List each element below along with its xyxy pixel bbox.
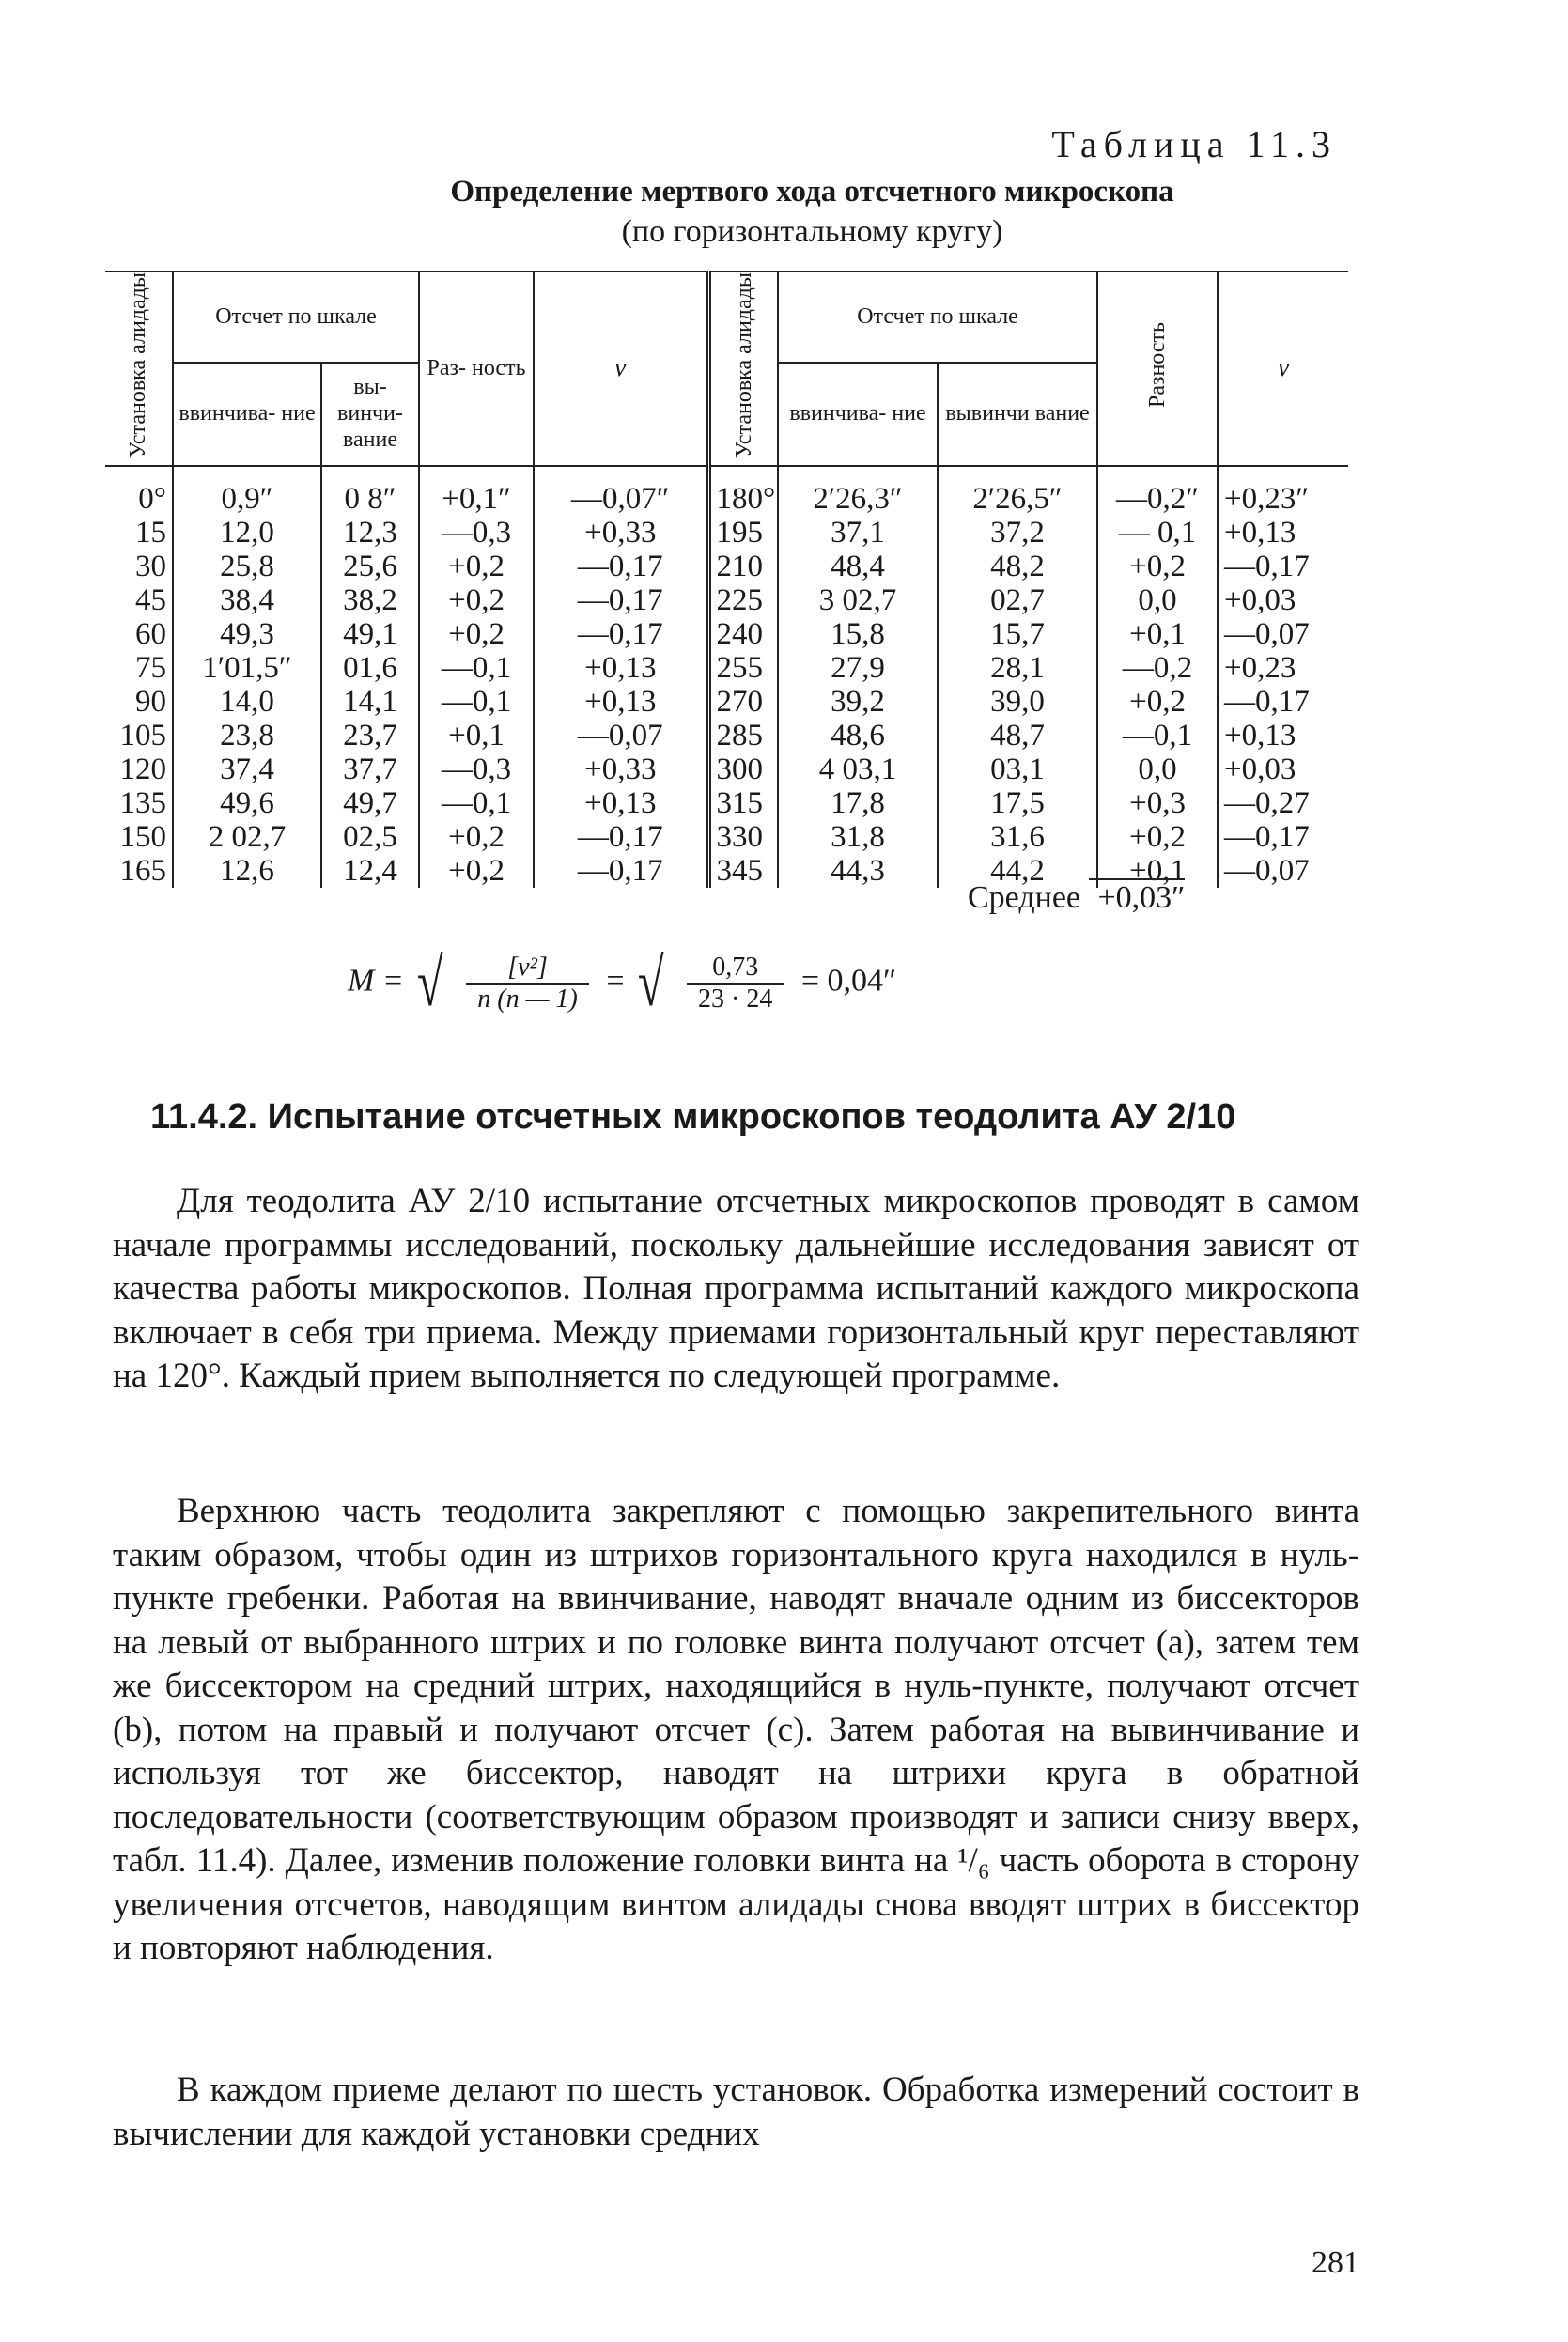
cell-left-v: —0,07 xyxy=(534,719,708,752)
cell-right-a: 315 xyxy=(708,786,778,820)
cell-left-diff: —0,1 xyxy=(419,651,534,685)
cell-left-diff: +0,1 xyxy=(419,719,534,752)
cell-right-diff: +0,2 xyxy=(1097,685,1218,719)
header-difference-right: Разность xyxy=(1097,271,1218,466)
header-screw-in-right: ввинчива- ние xyxy=(778,363,938,466)
table-row xyxy=(105,550,1348,583)
header-reading-group-right: Отсчет по шкале xyxy=(778,271,1097,363)
average-label: Среднее xyxy=(968,880,1080,915)
cell-left-diff: +0,2 xyxy=(419,550,534,583)
header-v: v xyxy=(534,271,708,466)
cell-left-out: 37,7 xyxy=(321,752,419,786)
cell-right-out: 48,7 xyxy=(938,719,1097,752)
cell-right-diff: 0,0 xyxy=(1097,752,1218,786)
cell-left-out: 49,7 xyxy=(321,786,419,820)
cell-left-v: —0,07″ xyxy=(534,466,708,516)
cell-left-a: 60 xyxy=(105,617,173,651)
cell-right-v: +0,13 xyxy=(1224,515,1296,550)
cell-right-diff: —0,1 xyxy=(1097,719,1218,752)
formula-result: = 0,04″ xyxy=(800,963,897,999)
header-v-right: v xyxy=(1218,271,1348,466)
cell-left-in: 38,4 xyxy=(173,583,321,617)
cell-left-diff: +0,2 xyxy=(419,854,534,888)
paragraph: Верхнюю часть теодолита закрепляют с помощью закрепительного винта таким образом, чтобы один из штрихов горизонтального круга находился в нуль-пункте гребенки. Работая на ввинчивание, наводят вначале одним из биссекторов на левый от выбранного штрих и по головке винта получают отсчет (a), затем тем же биссектором на средний штрих, находящийся в нуль-пункте, получают отсчет (b), потом на правый и получают отсчет (c). Затем работая на вывинчивание и используя тот же биссектор, наводят на штрихи круга в обратной последовательности (соответствующим образом производят и записи снизу вверх, табл. 11.4). Далее, изменив положение головки винта на ¹/₆ часть оборота в сторону увеличения отсчетов, наводящим винтом алидады снова вводят штрих в биссектор и повторяют наблюдения. xyxy=(113,1492,1359,1967)
cell-right-a: 285 xyxy=(708,719,778,752)
cell-right-out: 02,7 xyxy=(938,583,1097,617)
table-row xyxy=(105,719,1348,752)
cell-right-out: 39,0 xyxy=(938,685,1097,719)
cell-right-v: +0,23″ xyxy=(1224,481,1310,516)
cell-right-diff: —0,2″ xyxy=(1097,466,1218,516)
cell-right-a: 270 xyxy=(708,685,778,719)
cell-left-a: 150 xyxy=(105,820,173,854)
sqrt-icon: √ xyxy=(637,945,664,1020)
cell-right-in: 15,8 xyxy=(778,617,938,651)
table-row xyxy=(105,617,1348,651)
cell-left-a: 165 xyxy=(105,854,173,888)
cell-left-v: +0,13 xyxy=(534,651,708,685)
cell-right-v: —0,17 xyxy=(1224,819,1310,854)
cell-left-out: 0 8″ xyxy=(321,466,419,516)
table-label: Таблица 11.3 xyxy=(1051,123,1337,165)
cell-right-a: 180° xyxy=(708,466,778,516)
cell-left-in: 12,0 xyxy=(173,516,321,550)
sqrt-icon: √ xyxy=(417,945,443,1020)
cell-right-in: 3 02,7 xyxy=(778,583,938,617)
table-row xyxy=(105,583,1348,617)
formula-numerator-2: 0,73 xyxy=(687,953,784,985)
cell-right-a: 345 xyxy=(708,854,778,888)
paragraph: Для теодолита АУ 2/10 испытание отсчетных микроскопов проводят в самом начале программы исследований, поскольку дальнейшие исследования зависят от качества работы микроскопов. Полная программа испытаний каждого микроскопа включает в себя три приема. Между приемами горизонтальный круг переставляют на 120°. Каждый прием выполняется по следующей программе. xyxy=(113,1182,1359,1395)
cell-left-in: 49,6 xyxy=(173,786,321,820)
cell-left-diff: +0,1″ xyxy=(419,466,534,516)
cell-left-v: —0,17 xyxy=(534,583,708,617)
cell-right-in: 27,9 xyxy=(778,651,938,685)
cell-left-out: 23,7 xyxy=(321,719,419,752)
cell-right-v: +0,03 xyxy=(1224,752,1296,786)
cell-left-v: +0,13 xyxy=(534,685,708,719)
rms-formula xyxy=(348,944,896,1022)
cell-left-a: 90 xyxy=(105,685,173,719)
cell-left-a: 45 xyxy=(105,583,173,617)
cell-right-diff: —0,2 xyxy=(1097,651,1218,685)
cell-left-a: 15 xyxy=(105,516,173,550)
table-row xyxy=(105,820,1348,854)
cell-left-out: 02,5 xyxy=(321,820,419,854)
cell-left-in: 25,8 xyxy=(173,550,321,583)
table-title: Определение мертвого хода отсчетного микроскопа xyxy=(450,175,1174,209)
cell-right-a: 255 xyxy=(708,651,778,685)
cell-left-out: 12,3 xyxy=(321,516,419,550)
cell-left-out: 25,6 xyxy=(321,550,419,583)
cell-right-out: 31,6 xyxy=(938,820,1097,854)
table-row xyxy=(105,786,1348,820)
cell-right-in: 17,8 xyxy=(778,786,938,820)
cell-left-a: 105 xyxy=(105,719,173,752)
cell-right-diff: 0,0 xyxy=(1097,583,1218,617)
cell-right-out: 44,2 xyxy=(938,854,1097,888)
cell-left-out: 38,2 xyxy=(321,583,419,617)
header-row-top xyxy=(105,271,1348,363)
cell-left-in: 1′01,5″ xyxy=(173,651,321,685)
table-row xyxy=(105,466,1348,516)
cell-left-in: 49,3 xyxy=(173,617,321,651)
cell-right-v: +0,13 xyxy=(1224,718,1296,752)
cell-left-v: —0,17 xyxy=(534,820,708,854)
cell-left-a: 0° xyxy=(105,466,173,516)
cell-left-out: 01,6 xyxy=(321,651,419,685)
cell-right-out: 15,7 xyxy=(938,617,1097,651)
cell-left-diff: +0,2 xyxy=(419,617,534,651)
cell-right-out: 48,2 xyxy=(938,550,1097,583)
cell-left-diff: +0,2 xyxy=(419,583,534,617)
cell-left-in: 23,8 xyxy=(173,719,321,752)
cell-right-in: 48,6 xyxy=(778,719,938,752)
average-value: +0,03″ xyxy=(1089,878,1186,915)
header-screw-out-right: вывинчи вание xyxy=(938,363,1097,466)
cell-right-in: 48,4 xyxy=(778,550,938,583)
cell-right-out: 2′26,5″ xyxy=(938,466,1097,516)
cell-left-v: —0,17 xyxy=(534,854,708,888)
cell-right-diff: — 0,1 xyxy=(1097,516,1218,550)
table-row xyxy=(105,516,1348,550)
formula-numerator-1: [v²] xyxy=(466,953,589,985)
paragraph: В каждом приеме делают по шесть установок. Обработка измерений состоит в вычислении для каждой установки средних xyxy=(113,2071,1359,2153)
header-screw-out: вы- винчи- вание xyxy=(321,363,419,466)
cell-left-in: 0,9″ xyxy=(173,466,321,516)
cell-right-in: 4 03,1 xyxy=(778,752,938,786)
cell-right-v: +0,23 xyxy=(1224,650,1296,685)
formula-fraction-1 xyxy=(466,953,589,1015)
cell-left-a: 120 xyxy=(105,752,173,786)
cell-right-out: 03,1 xyxy=(938,752,1097,786)
header-screw-in: ввинчива- ние xyxy=(173,363,321,466)
cell-right-diff: +0,2 xyxy=(1097,820,1218,854)
section-heading: 11.4.2. Испытание отсчетных микроскопов теодолита АУ 2/10 xyxy=(150,1097,1236,1137)
cell-right-v: —0,17 xyxy=(1224,549,1310,583)
cell-right-a: 330 xyxy=(708,820,778,854)
average-row xyxy=(968,880,1185,916)
measurement-table xyxy=(105,271,1348,888)
cell-left-diff: —0,3 xyxy=(419,516,534,550)
cell-right-v: —0,07 xyxy=(1224,616,1310,651)
formula-fraction-2 xyxy=(687,953,784,1015)
cell-left-a: 30 xyxy=(105,550,173,583)
cell-left-diff: —0,3 xyxy=(419,752,534,786)
table-subtitle: (по горизонтальному кругу) xyxy=(621,214,1003,249)
header-alidade-right: Установка алидады xyxy=(708,271,778,466)
cell-left-in: 2 02,7 xyxy=(173,820,321,854)
cell-right-diff: +0,1 xyxy=(1097,617,1218,651)
formula-denominator-2: 23 · 24 xyxy=(698,984,773,1014)
cell-left-in: 37,4 xyxy=(173,752,321,786)
cell-left-out: 12,4 xyxy=(321,854,419,888)
cell-right-out: 17,5 xyxy=(938,786,1097,820)
cell-right-v: —0,27 xyxy=(1224,785,1310,820)
page-number: 281 xyxy=(1312,2245,1359,2280)
table-row xyxy=(105,685,1348,719)
cell-right-a: 195 xyxy=(708,516,778,550)
cell-left-out: 49,1 xyxy=(321,617,419,651)
cell-left-a: 135 xyxy=(105,786,173,820)
cell-left-v: +0,13 xyxy=(534,786,708,820)
cell-right-a: 240 xyxy=(708,617,778,651)
cell-right-out: 37,2 xyxy=(938,516,1097,550)
formula-lhs: M = xyxy=(348,963,404,999)
cell-right-in: 44,3 xyxy=(778,854,938,888)
cell-right-a: 225 xyxy=(708,583,778,617)
cell-right-v: —0,07 xyxy=(1224,853,1310,888)
cell-right-out: 28,1 xyxy=(938,651,1097,685)
cell-right-diff: +0,1 xyxy=(1097,854,1218,888)
cell-left-v: —0,17 xyxy=(534,550,708,583)
cell-left-v: —0,17 xyxy=(534,617,708,651)
cell-right-a: 300 xyxy=(708,752,778,786)
cell-right-a: 210 xyxy=(708,550,778,583)
cell-right-in: 2′26,3″ xyxy=(778,466,938,516)
header-alidade: Установка алидады xyxy=(105,271,173,466)
cell-right-in: 39,2 xyxy=(778,685,938,719)
header-reading-group: Отсчет по шкале xyxy=(173,271,419,363)
cell-right-v: —0,17 xyxy=(1224,684,1310,719)
cell-right-in: 31,8 xyxy=(778,820,938,854)
cell-left-diff: —0,1 xyxy=(419,685,534,719)
cell-left-v: +0,33 xyxy=(534,516,708,550)
cell-right-v: +0,03 xyxy=(1224,582,1296,617)
cell-left-diff: +0,2 xyxy=(419,820,534,854)
cell-left-v: +0,33 xyxy=(534,752,708,786)
cell-left-in: 14,0 xyxy=(173,685,321,719)
cell-right-diff: +0,2 xyxy=(1097,550,1218,583)
table-row xyxy=(105,651,1348,685)
formula-equals: = xyxy=(606,963,625,999)
table-row xyxy=(105,752,1348,786)
cell-right-in: 37,1 xyxy=(778,516,938,550)
cell-left-out: 14,1 xyxy=(321,685,419,719)
header-difference: Раз- ность xyxy=(419,271,534,466)
cell-left-in: 12,6 xyxy=(173,854,321,888)
cell-left-diff: —0,1 xyxy=(419,786,534,820)
cell-right-diff: +0,3 xyxy=(1097,786,1218,820)
formula-denominator-1: n (n — 1) xyxy=(477,984,578,1014)
cell-left-a: 75 xyxy=(105,651,173,685)
